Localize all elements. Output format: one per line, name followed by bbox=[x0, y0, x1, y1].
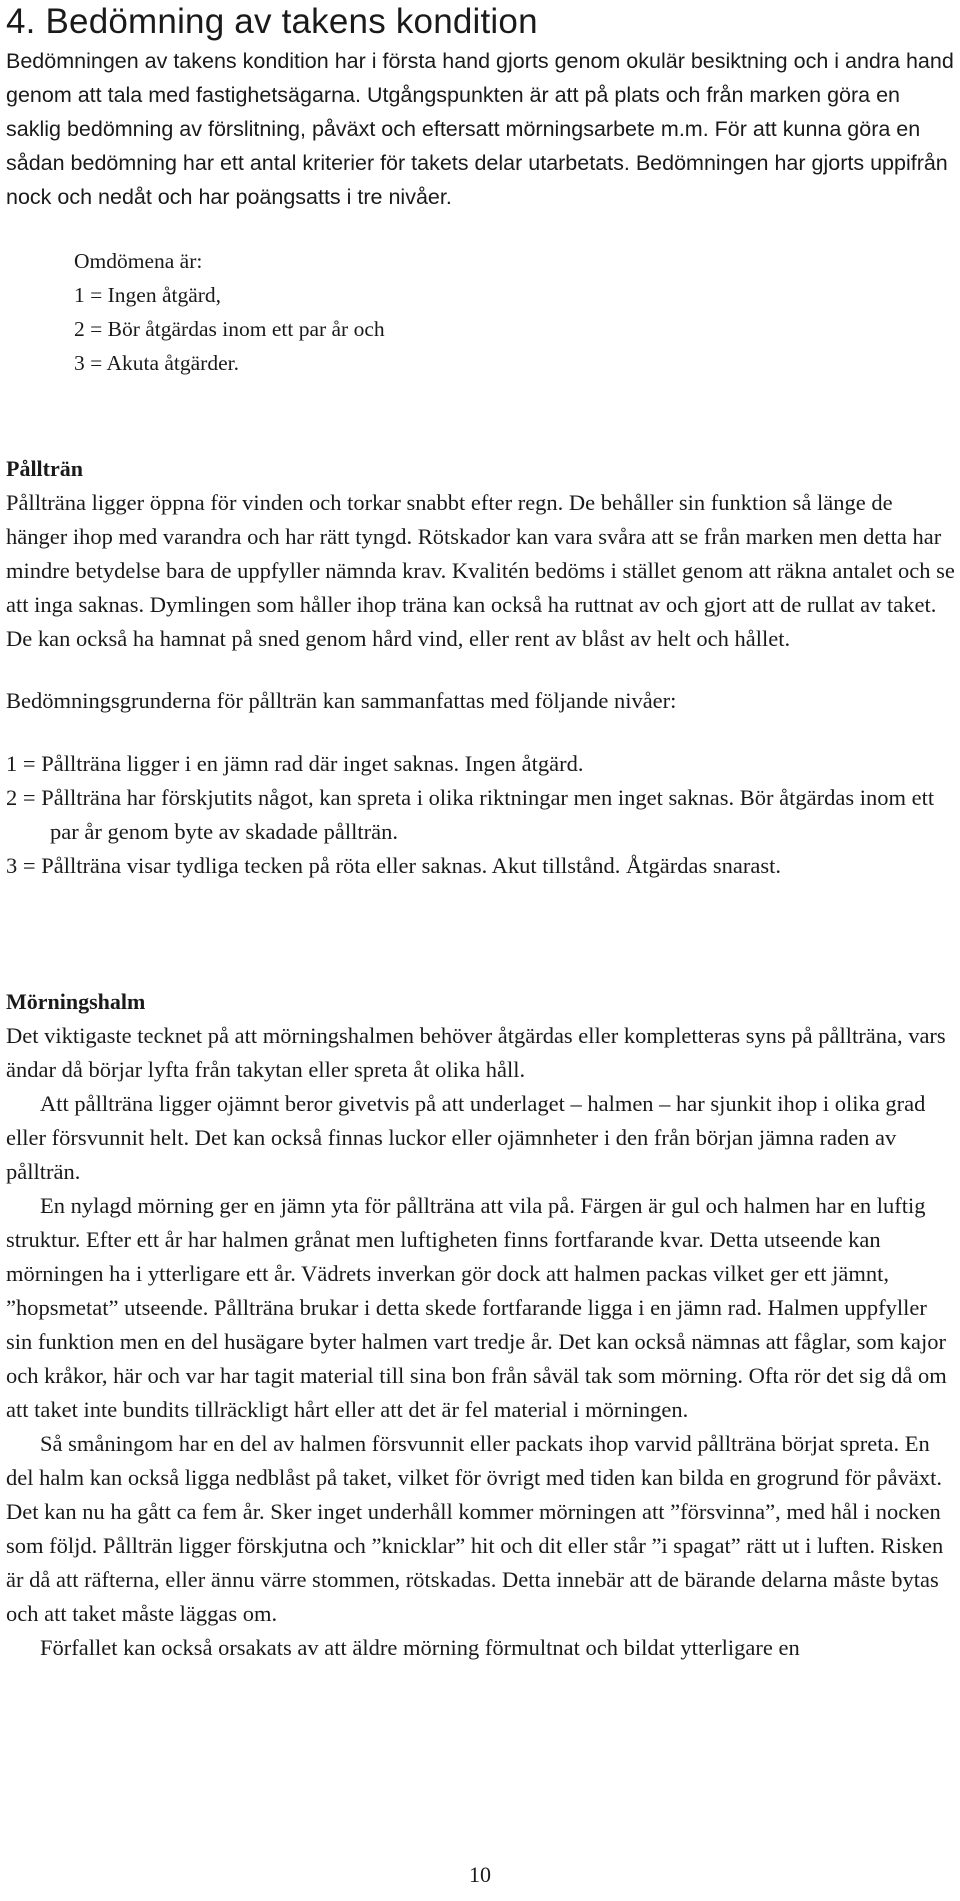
intro-paragraph: Bedömningen av takens kondition har i första hand gjorts genom okulär besiktning och i andra hand genom att tala med fastighetsägarna. Utgångspunkten är att på plats och från marken göra en saklig bedömning av förslitning, påväxt och eftersatt mörningsarbete m.m. För att kunna göra en sådan bedömning har ett antal kriterier för takets delar utarbetats. Bedömningen har gjorts uppifrån nock och nedåt och har poängsatts i tre nivåer. bbox=[6, 49, 954, 209]
section-paragraph: Så småningom har en del av halmen försvunnit eller packats ihop varvid pållträna börjat spreta. En del halm kan också ligga nedblåst på taket, vilket för övrigt med tiden kan bilda en grogrund för påväxt. Det kan nu ha gått ca fem år. Sker inget underhåll kommer mörningen att ”försvinna”, med hål i nocken som följd. Pållträn ligger förskjutna och ”knicklar” hit och dit eller står ”i spagat” rätt ut i luften. Risken är då att räfterna, eller ännu värre stommen, rötskadas. Detta innebär att de bärande delarna måste bytas och att taket måste läggas om. bbox=[6, 1431, 944, 1626]
section-title-morningshalm: Mörningshalm bbox=[6, 989, 146, 1014]
page-number: 10 bbox=[469, 1862, 491, 1887]
page-heading: 4. Bedömning av takens kondition bbox=[6, 2, 538, 41]
document-page bbox=[6, 0, 956, 1665]
criteria-item: 2 = Pållträna har förskjutits något, kan spreta i olika riktningar men inget saknas. Bör åtgärdas inom ett par år genom byte av skadade pållträn. bbox=[6, 785, 935, 844]
criteria-list bbox=[6, 747, 956, 883]
rating-levels-title: Omdömena är: bbox=[74, 249, 203, 273]
rating-levels bbox=[74, 244, 956, 380]
criteria-item: 1 = Pållträna ligger i en jämn rad där inget saknas. Ingen åtgärd. bbox=[6, 751, 584, 776]
criteria-item: 3 = Pållträna visar tydliga tecken på röta eller saknas. Akut tillstånd. Åtgärdas snarast. bbox=[6, 853, 781, 878]
section-paragraph: Pållträna ligger öppna för vinden och torkar snabbt efter regn. De behåller sin funktion så länge de hänger ihop med varandra och har rätt tyngd. Rötskador kan vara svåra att se från marken men detta har mindre betydelse bara de uppfyller nämnda krav. Kvalitén bedöms i stället genom att räkna antalet och se att inga saknas. Dymlingen som håller ihop träna kan också ha ruttnat av och gjort att de rullat av taket. De kan också ha hamnat på sned genom hård vind, eller rent av blåst av helt och hållet. bbox=[6, 490, 955, 651]
section-paragraph: Det viktigaste tecknet på att mörningshalmen behöver åtgärdas eller kompletteras syns på pållträna, vars ändar då börjar lyfta från takytan eller spreta åt olika håll. bbox=[6, 1023, 946, 1082]
section-paragraph: En nylagd mörning ger en jämn yta för pållträna att vila på. Färgen är gul och halmen har en luftig struktur. Efter ett år har halmen grånat men luftigheten finns fortfarande kvar. Detta utseende kan mörningen ha i ytterligare ett år. Vädrets inverkan gör dock att halmen packas vilket ger ett jämnt, ”hopsmetat” utseende. Pållträna brukar i detta skede fortfarande ligga i en jämn rad. Halmen uppfyller sin funktion men en del husägare byter halmen vart tredje år. Det kan också nämnas att fåglar, som kajor och kråkor, här och var har tagit material till sina bon från såväl tak som mörning. Ofta rör det sig då om att taket inte bundits tillräckligt hårt eller att det är fel material i mörningen. bbox=[6, 1193, 947, 1422]
section-paragraph: Att pållträna ligger ojämnt beror givetvis på att underlaget – halmen – har sjunkit ihop i olika grad eller försvunnit helt. Det kan också finnas luckor eller ojämnheter i den från början jämna raden av pållträn. bbox=[6, 1091, 926, 1184]
section-paragraph: Förfallet kan också orsakats av att äldre mörning förmultnat och bildat ytterligare en bbox=[40, 1635, 800, 1660]
rating-level-item: 2 = Bör åtgärdas inom ett par år och bbox=[74, 317, 385, 341]
criteria-summary: Bedömningsgrunderna för pållträn kan sammanfattas med följande nivåer: bbox=[6, 688, 677, 713]
rating-level-item: 1 = Ingen åtgärd, bbox=[74, 283, 222, 307]
section-title-palltran: Pållträn bbox=[6, 456, 83, 481]
rating-level-item: 3 = Akuta åtgärder. bbox=[74, 351, 239, 375]
